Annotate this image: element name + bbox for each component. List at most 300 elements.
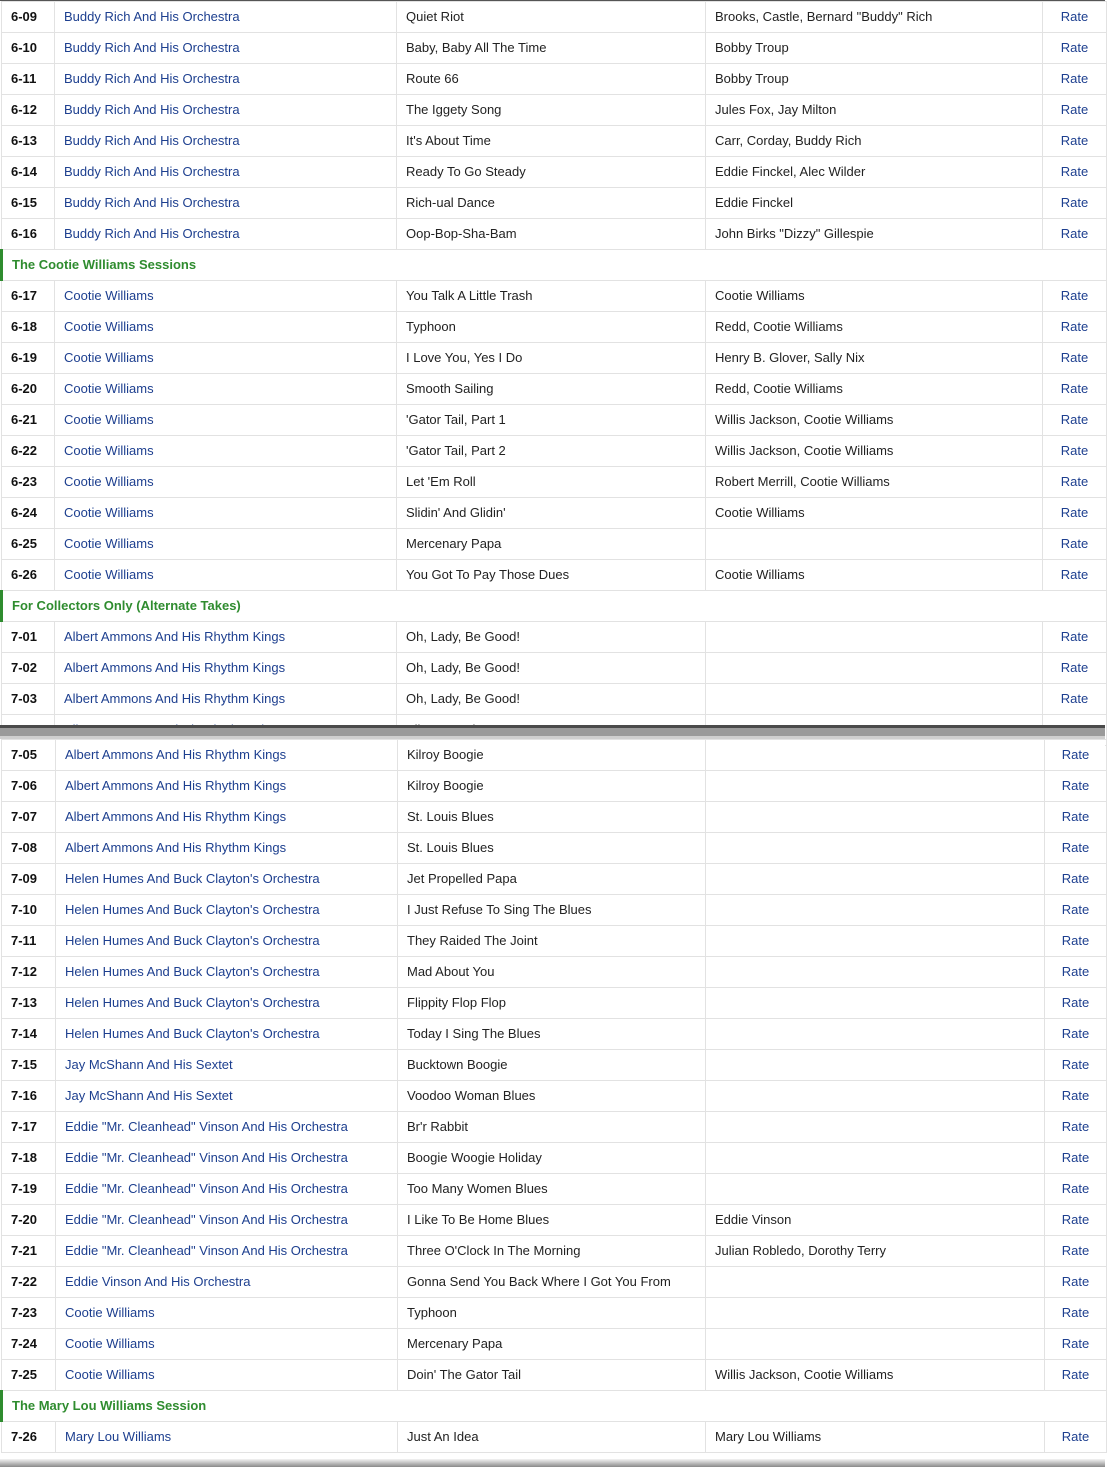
rate-cell — [1045, 1050, 1107, 1081]
artist-link[interactable]: Cootie Williams — [64, 536, 154, 551]
track-title: Quiet Riot — [397, 2, 706, 33]
section-header-row — [2, 250, 1107, 281]
artist-link[interactable]: Buddy Rich And His Orchestra — [64, 164, 240, 179]
track-number: 7-26 — [2, 1422, 56, 1453]
artist-link[interactable]: Eddie "Mr. Cleanhead" Vinson And His Orchestra — [65, 1150, 348, 1165]
track-title: I Just Refuse To Sing The Blues — [398, 895, 706, 926]
track-artist-cell — [55, 622, 397, 653]
track-writers — [706, 1329, 1045, 1360]
track-row — [2, 864, 1107, 895]
artist-link[interactable]: Cootie Williams — [64, 505, 154, 520]
rate-cell — [1043, 653, 1107, 684]
artist-link[interactable]: Cootie Williams — [64, 381, 154, 396]
section-title: The Cootie Williams Sessions — [2, 250, 1107, 281]
rate-link[interactable]: Rate — [1060, 629, 1089, 644]
rate-cell — [1045, 926, 1107, 957]
rate-link[interactable]: Rate — [1060, 412, 1089, 427]
track-row — [2, 2, 1107, 33]
rate-link[interactable]: Rate — [1061, 1119, 1090, 1134]
track-number: 7-20 — [2, 1205, 56, 1236]
track-artist-cell — [55, 281, 397, 312]
track-writers: Julian Robledo, Dorothy Terry — [706, 1236, 1045, 1267]
rate-link[interactable]: Rate — [1061, 1243, 1090, 1258]
rate-link[interactable]: Rate — [1060, 350, 1089, 365]
track-writers — [706, 926, 1045, 957]
rate-link[interactable]: Rate — [1060, 226, 1089, 241]
track-title: Smooth Sailing — [397, 374, 706, 405]
track-number: 7-03 — [2, 684, 55, 715]
artist-link[interactable]: Helen Humes And Buck Clayton's Orchestra — [65, 933, 320, 948]
track-writers: John Birks "Dizzy" Gillespie — [706, 219, 1043, 250]
track-row — [2, 957, 1107, 988]
artist-link[interactable]: Cootie Williams — [64, 319, 154, 334]
track-title: Doin' The Gator Tail — [398, 1360, 706, 1391]
rate-cell — [1045, 833, 1107, 864]
track-writers: Robert Merrill, Cootie Williams — [706, 467, 1043, 498]
track-writers: Jules Fox, Jay Milton — [706, 95, 1043, 126]
track-number: 6-25 — [2, 529, 55, 560]
track-number: 6-11 — [2, 64, 55, 95]
rate-cell — [1045, 957, 1107, 988]
track-artist-cell — [56, 771, 398, 802]
artist-link[interactable]: Albert Ammons And His Rhythm Kings — [65, 809, 287, 824]
rate-link[interactable]: Rate — [1060, 71, 1089, 86]
rate-link[interactable]: Rate — [1060, 474, 1089, 489]
track-title: Oh, Lady, Be Good! — [397, 622, 706, 653]
track-title: Kilroy Boogie — [398, 740, 706, 771]
track-number: 7-01 — [2, 622, 55, 653]
track-row — [2, 684, 1107, 715]
track-row — [2, 498, 1107, 529]
track-title: It's About Time — [397, 126, 706, 157]
rate-link[interactable]: Rate — [1060, 691, 1089, 706]
rate-cell — [1043, 157, 1107, 188]
rate-link[interactable]: Rate — [1060, 381, 1089, 396]
track-writers — [706, 740, 1045, 771]
track-number: 7-18 — [2, 1143, 56, 1174]
section-header-row — [2, 591, 1107, 622]
track-title: Today I Sing The Blues — [398, 1019, 706, 1050]
section-title: For Collectors Only (Alternate Takes) — [2, 591, 1107, 622]
artist-link[interactable]: Albert Ammons And His Rhythm Kings — [65, 840, 287, 855]
track-title: I Love You, Yes I Do — [397, 343, 706, 374]
artist-link[interactable]: Helen Humes And Buck Clayton's Orchestra — [65, 871, 320, 886]
track-writers: Eddie Finckel — [706, 188, 1043, 219]
track-row — [2, 219, 1107, 250]
track-row — [2, 126, 1107, 157]
track-row — [2, 312, 1107, 343]
rate-cell — [1045, 740, 1107, 771]
artist-link[interactable]: Jay McShann And His Sextet — [65, 1088, 233, 1103]
artist-link[interactable]: Cootie Williams — [64, 350, 154, 365]
track-number: 7-09 — [2, 864, 56, 895]
section-title: The Mary Lou Williams Session — [2, 1391, 1107, 1422]
artist-link[interactable]: Eddie Vinson And His Orchestra — [65, 1274, 251, 1289]
track-artist-cell — [56, 1112, 398, 1143]
rate-cell — [1045, 864, 1107, 895]
artist-link[interactable]: Cootie Williams — [65, 1305, 155, 1320]
track-title: Ready To Go Steady — [397, 157, 706, 188]
track-title: You Talk A Little Trash — [397, 281, 706, 312]
rate-cell — [1045, 1112, 1107, 1143]
track-row — [2, 157, 1107, 188]
rate-link[interactable]: Rate — [1061, 1150, 1090, 1165]
artist-link[interactable]: Jay McShann And His Sextet — [65, 1057, 233, 1072]
rate-link[interactable]: Rate — [1060, 288, 1089, 303]
track-row — [2, 771, 1107, 802]
rate-link[interactable]: Rate — [1060, 319, 1089, 334]
track-artist-cell — [56, 988, 398, 1019]
track-number: 6-19 — [2, 343, 55, 374]
rate-link[interactable]: Rate — [1061, 1088, 1090, 1103]
rate-link[interactable]: Rate — [1061, 1274, 1090, 1289]
track-writers — [706, 1298, 1045, 1329]
track-artist-cell — [55, 405, 397, 436]
track-title: St. Louis Blues — [398, 802, 706, 833]
track-title: They Raided The Joint — [398, 926, 706, 957]
rate-link[interactable]: Rate — [1061, 964, 1090, 979]
track-number: 6-24 — [2, 498, 55, 529]
track-number: 7-17 — [2, 1112, 56, 1143]
track-title: Three O'Clock In The Morning — [398, 1236, 706, 1267]
track-number: 7-21 — [2, 1236, 56, 1267]
track-row — [2, 988, 1107, 1019]
track-title: Oop-Bop-Sha-Bam — [397, 219, 706, 250]
artist-link[interactable]: Helen Humes And Buck Clayton's Orchestra — [65, 964, 320, 979]
artist-link[interactable]: Helen Humes And Buck Clayton's Orchestra — [65, 995, 320, 1010]
track-title: Route 66 — [397, 64, 706, 95]
rate-cell — [1043, 684, 1107, 715]
rate-link[interactable]: Rate — [1061, 995, 1090, 1010]
track-writers — [706, 1143, 1045, 1174]
track-row — [2, 802, 1107, 833]
track-number: 7-07 — [2, 802, 56, 833]
track-row — [2, 436, 1107, 467]
track-artist-cell — [56, 740, 398, 771]
artist-link[interactable]: Cootie Williams — [65, 1367, 155, 1382]
track-number: 6-15 — [2, 188, 55, 219]
artist-link[interactable]: Albert Ammons And His Rhythm Kings — [64, 691, 286, 706]
rate-cell — [1043, 622, 1107, 653]
track-artist-cell — [56, 1267, 398, 1298]
tracklist-table — [0, 739, 1107, 1453]
artist-link[interactable]: Buddy Rich And His Orchestra — [64, 226, 240, 241]
track-writers — [706, 957, 1045, 988]
track-artist-cell — [55, 560, 397, 591]
track-writers: Bobby Troup — [706, 64, 1043, 95]
artist-link[interactable]: Albert Ammons And His Rhythm Kings — [64, 629, 286, 644]
artist-link[interactable]: Mary Lou Williams — [65, 1429, 172, 1444]
track-number: 6-18 — [2, 312, 55, 343]
track-title: Jet Propelled Papa — [398, 864, 706, 895]
track-row — [2, 1422, 1107, 1453]
track-writers: Willis Jackson, Cootie Williams — [706, 436, 1043, 467]
track-row — [2, 1298, 1107, 1329]
rate-link[interactable]: Rate — [1060, 164, 1089, 179]
track-number: 6-13 — [2, 126, 55, 157]
track-title: Br'r Rabbit — [398, 1112, 706, 1143]
track-writers — [706, 988, 1045, 1019]
track-title: 'Gator Tail, Part 1 — [397, 405, 706, 436]
track-number: 6-09 — [2, 2, 55, 33]
track-row — [2, 1360, 1107, 1391]
track-artist-cell — [55, 33, 397, 64]
rate-link[interactable]: Rate — [1061, 1181, 1090, 1196]
track-writers — [706, 529, 1043, 560]
artist-link[interactable]: Eddie "Mr. Cleanhead" Vinson And His Orchestra — [65, 1212, 348, 1227]
track-artist-cell — [55, 467, 397, 498]
rate-cell — [1043, 436, 1107, 467]
track-number: 7-08 — [2, 833, 56, 864]
rate-cell — [1045, 1019, 1107, 1050]
rate-link[interactable]: Rate — [1061, 1336, 1090, 1351]
rate-link[interactable]: Rate — [1060, 9, 1089, 24]
track-row — [2, 374, 1107, 405]
artist-link[interactable]: Eddie "Mr. Cleanhead" Vinson And His Orchestra — [65, 1119, 348, 1134]
track-row — [2, 33, 1107, 64]
rate-link[interactable]: Rate — [1060, 567, 1089, 582]
track-artist-cell — [55, 436, 397, 467]
track-number: 6-16 — [2, 219, 55, 250]
track-title: Bucktown Boogie — [398, 1050, 706, 1081]
rate-cell — [1045, 1236, 1107, 1267]
rate-link[interactable]: Rate — [1060, 660, 1089, 675]
track-row — [2, 1143, 1107, 1174]
track-artist-cell — [55, 64, 397, 95]
rate-link[interactable]: Rate — [1061, 902, 1090, 917]
track-row — [2, 926, 1107, 957]
track-writers: Cootie Williams — [706, 498, 1043, 529]
track-artist-cell — [56, 1019, 398, 1050]
artist-link[interactable]: Cootie Williams — [64, 412, 154, 427]
rate-cell — [1043, 64, 1107, 95]
track-number: 6-26 — [2, 560, 55, 591]
artist-link[interactable]: Buddy Rich And His Orchestra — [64, 133, 240, 148]
artist-link[interactable]: Buddy Rich And His Orchestra — [64, 102, 240, 117]
rate-cell — [1043, 498, 1107, 529]
track-title: Too Many Women Blues — [398, 1174, 706, 1205]
track-title: Oh, Lady, Be Good! — [397, 653, 706, 684]
rate-link[interactable]: Rate — [1060, 536, 1089, 551]
rate-cell — [1045, 1267, 1107, 1298]
artist-link[interactable]: Cootie Williams — [65, 1336, 155, 1351]
rate-link[interactable]: Rate — [1061, 778, 1090, 793]
track-artist-cell — [55, 374, 397, 405]
artist-link[interactable]: Buddy Rich And His Orchestra — [64, 195, 240, 210]
rate-cell — [1043, 467, 1107, 498]
rate-cell — [1045, 1143, 1107, 1174]
rate-link[interactable]: Rate — [1061, 1212, 1090, 1227]
track-writers — [706, 833, 1045, 864]
track-row — [2, 64, 1107, 95]
track-title: I Like To Be Home Blues — [398, 1205, 706, 1236]
rate-link[interactable]: Rate — [1061, 1305, 1090, 1320]
track-writers: Willis Jackson, Cootie Williams — [706, 405, 1043, 436]
rate-link[interactable]: Rate — [1060, 195, 1089, 210]
track-writers: Carr, Corday, Buddy Rich — [706, 126, 1043, 157]
track-title: Mercenary Papa — [397, 529, 706, 560]
track-artist-cell — [56, 864, 398, 895]
track-row — [2, 1329, 1107, 1360]
rate-link[interactable]: Rate — [1061, 809, 1090, 824]
rate-link[interactable]: Rate — [1061, 1057, 1090, 1072]
track-row — [2, 740, 1107, 771]
artist-link[interactable]: Eddie "Mr. Cleanhead" Vinson And His Orchestra — [65, 1181, 348, 1196]
track-title: Voodoo Woman Blues — [398, 1081, 706, 1112]
track-artist-cell — [56, 833, 398, 864]
track-number: 7-23 — [2, 1298, 56, 1329]
track-artist-cell — [56, 1081, 398, 1112]
rate-cell — [1045, 1205, 1107, 1236]
track-title: Kilroy Boogie — [398, 771, 706, 802]
track-writers — [706, 1050, 1045, 1081]
track-number: 6-17 — [2, 281, 55, 312]
rate-cell — [1045, 802, 1107, 833]
track-artist-cell — [56, 1329, 398, 1360]
track-row — [2, 833, 1107, 864]
section-header-row — [2, 1391, 1107, 1422]
track-artist-cell — [55, 188, 397, 219]
screenshot-divider — [0, 725, 1105, 739]
track-row — [2, 560, 1107, 591]
tracklist-panel-top — [0, 0, 1105, 726]
track-row — [2, 653, 1107, 684]
track-number: 7-02 — [2, 653, 55, 684]
track-number: 7-19 — [2, 1174, 56, 1205]
rate-link[interactable]: Rate — [1060, 40, 1089, 55]
rate-link[interactable]: Rate — [1061, 933, 1090, 948]
track-writers: Brooks, Castle, Bernard "Buddy" Rich — [706, 2, 1043, 33]
track-writers: Cootie Williams — [706, 560, 1043, 591]
rate-cell — [1043, 374, 1107, 405]
track-writers — [706, 684, 1043, 715]
track-artist-cell — [55, 95, 397, 126]
track-title: Just An Idea — [398, 1422, 706, 1453]
rate-link[interactable]: Rate — [1060, 443, 1089, 458]
rate-cell — [1043, 33, 1107, 64]
artist-link[interactable]: Albert Ammons And His Rhythm Kings — [65, 778, 287, 793]
artist-link[interactable]: Albert Ammons And His Rhythm Kings — [65, 747, 287, 762]
rate-link[interactable]: Rate — [1061, 871, 1090, 886]
track-number: 7-15 — [2, 1050, 56, 1081]
artist-link[interactable]: Buddy Rich And His Orchestra — [64, 40, 240, 55]
track-writers — [706, 1081, 1045, 1112]
rate-cell — [1043, 312, 1107, 343]
track-artist-cell — [55, 126, 397, 157]
artist-link[interactable]: Cootie Williams — [64, 474, 154, 489]
track-number: 7-22 — [2, 1267, 56, 1298]
track-row — [2, 1205, 1107, 1236]
track-artist-cell — [56, 926, 398, 957]
rate-cell — [1045, 1174, 1107, 1205]
track-artist-cell — [56, 1236, 398, 1267]
rate-link[interactable]: Rate — [1060, 102, 1089, 117]
rate-link[interactable]: Rate — [1061, 1367, 1090, 1382]
track-number: 7-11 — [2, 926, 56, 957]
track-title: Let 'Em Roll — [397, 467, 706, 498]
track-row — [2, 188, 1107, 219]
track-number: 6-14 — [2, 157, 55, 188]
track-artist-cell — [55, 529, 397, 560]
rate-cell — [1043, 343, 1107, 374]
rate-link[interactable]: Rate — [1060, 505, 1089, 520]
rate-link[interactable]: Rate — [1061, 747, 1090, 762]
track-title: You Got To Pay Those Dues — [397, 560, 706, 591]
track-row — [2, 343, 1107, 374]
track-writers — [706, 653, 1043, 684]
track-title: Rich-ual Dance — [397, 188, 706, 219]
track-artist-cell — [56, 1205, 398, 1236]
track-row — [2, 529, 1107, 560]
track-title: Typhoon — [397, 312, 706, 343]
artist-link[interactable]: Cootie Williams — [64, 443, 154, 458]
artist-link[interactable]: Cootie Williams — [64, 288, 154, 303]
track-writers: Henry B. Glover, Sally Nix — [706, 343, 1043, 374]
track-artist-cell — [56, 957, 398, 988]
track-number: 7-14 — [2, 1019, 56, 1050]
track-row — [2, 1174, 1107, 1205]
rate-cell — [1045, 1360, 1107, 1391]
track-row — [2, 281, 1107, 312]
tracklist-table — [0, 1, 1107, 746]
track-writers — [706, 1019, 1045, 1050]
track-number: 7-12 — [2, 957, 56, 988]
track-number: 7-06 — [2, 771, 56, 802]
track-row — [2, 1236, 1107, 1267]
artist-link[interactable]: Helen Humes And Buck Clayton's Orchestra — [65, 902, 320, 917]
track-artist-cell — [55, 653, 397, 684]
track-number: 7-24 — [2, 1329, 56, 1360]
track-artist-cell — [55, 157, 397, 188]
artist-link[interactable]: Helen Humes And Buck Clayton's Orchestra — [65, 1026, 320, 1041]
track-artist-cell — [55, 312, 397, 343]
track-number: 6-20 — [2, 374, 55, 405]
track-number: 6-23 — [2, 467, 55, 498]
track-row — [2, 622, 1107, 653]
track-title: Typhoon — [398, 1298, 706, 1329]
track-writers — [706, 1267, 1045, 1298]
rate-cell — [1045, 771, 1107, 802]
track-writers — [706, 1112, 1045, 1143]
track-artist-cell — [55, 498, 397, 529]
track-row — [2, 1050, 1107, 1081]
track-title: Mad About You — [398, 957, 706, 988]
track-number: 6-10 — [2, 33, 55, 64]
artist-link[interactable]: Albert Ammons And His Rhythm Kings — [64, 660, 286, 675]
rate-cell — [1045, 1422, 1107, 1453]
artist-link[interactable]: Cootie Williams — [64, 567, 154, 582]
artist-link[interactable]: Buddy Rich And His Orchestra — [64, 9, 240, 24]
track-row — [2, 1112, 1107, 1143]
track-writers — [706, 864, 1045, 895]
track-artist-cell — [55, 219, 397, 250]
rate-link[interactable]: Rate — [1061, 1429, 1090, 1444]
track-row — [2, 895, 1107, 926]
rate-link[interactable]: Rate — [1060, 133, 1089, 148]
track-artist-cell — [56, 895, 398, 926]
track-title: Mercenary Papa — [398, 1329, 706, 1360]
track-writers: Bobby Troup — [706, 33, 1043, 64]
artist-link[interactable]: Eddie "Mr. Cleanhead" Vinson And His Orchestra — [65, 1243, 348, 1258]
rate-link[interactable]: Rate — [1061, 840, 1090, 855]
track-title: Slidin' And Glidin' — [397, 498, 706, 529]
track-title: Gonna Send You Back Where I Got You From — [398, 1267, 706, 1298]
rate-link[interactable]: Rate — [1061, 1026, 1090, 1041]
artist-link[interactable]: Buddy Rich And His Orchestra — [64, 71, 240, 86]
track-artist-cell — [56, 1174, 398, 1205]
track-row — [2, 405, 1107, 436]
rate-cell — [1043, 560, 1107, 591]
